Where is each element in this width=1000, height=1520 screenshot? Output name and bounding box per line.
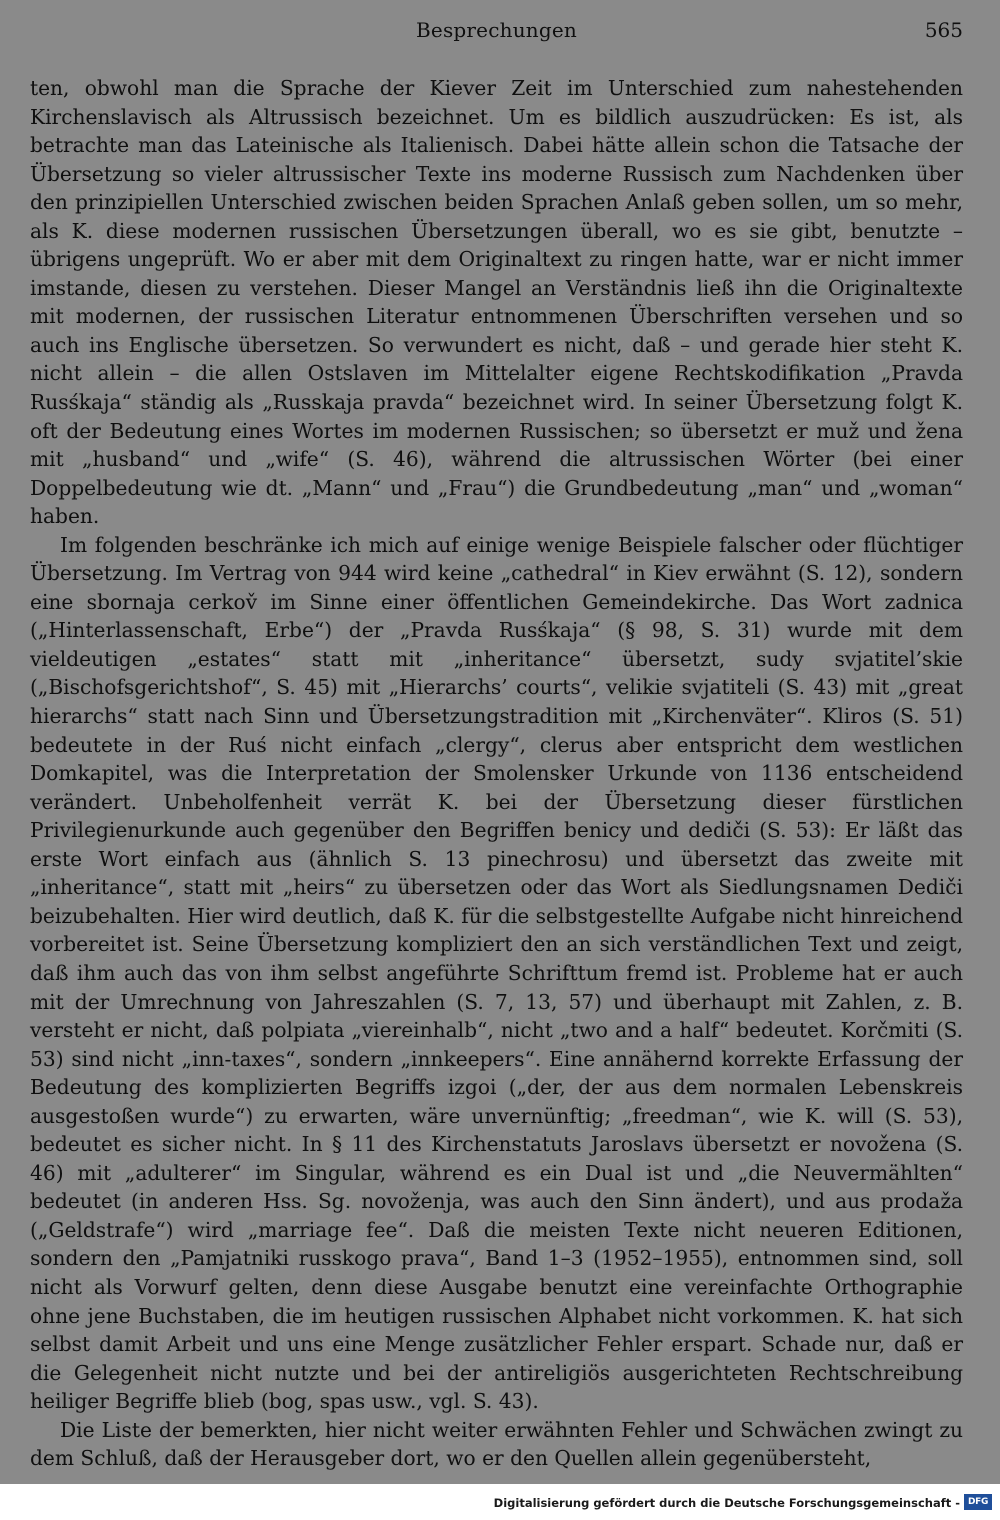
funding-credit: Digitalisierung gefördert durch die Deutsche Forschungsgemeinschaft - bbox=[493, 1496, 960, 1510]
paragraph-3: Die Liste der bemerkten, hier nicht weiter erwähnten Fehler und Schwächen zwingt zu dem Schluß, daß der Herausgeber dort, wo er den Quellen allein gegenübersteht, bbox=[30, 1417, 963, 1471]
paragraph-1: ten, obwohl man die Sprache der Kiever Zeit im Unterschied zum nahestehenden Kirchenslavisch als Altrussisch bezeichnet. Um es bildlich auszudrücken: Es ist, als betrachte man das Lateinische als Italienisch. Dabei hätte allein schon die Tatsache der Übersetzung so vieler altrussischer Texte ins moderne Russisch zum Nachdenken über den prinzipiellen Unterschied zwischen beiden Sprachen Anlaß geben sollen, um so mehr, als K. diese modernen russischen Übersetzungen überall, wo es sie gibt, benutzte – übrigens ungeprüft. Wo er aber mit dem Originaltext zu ringen hatte, war er nicht immer imstande, diesen zu verstehen. Dieser Mangel an Verständnis ließ ihn die Originaltexte mit modernen, der russischen Literatur entnommenen Überschriften versehen und so auch ins Englische übersetzen. So verwundert es nicht, daß – und gerade hier steht K. nicht allein – die allen Ostslaven im Mittelalter eigene Rechtskodifikation „Pravda Rusśkaja“ ständig als „Russkaja pravda“ bezeichnet wird. In seiner Übersetzung folgt K. oft der Bedeutung eines Wortes im modernen Russischen; so übersetzt er muž und žena mit „husband“ und „wife“ (S. 46), während die altrussischen Wörter (bei einer Doppelbedeutung wie dt. „Mann“ und „Frau“) die Grundbedeutung „man“ und „woman“ haben. bbox=[30, 76, 963, 529]
digitization-footer bbox=[0, 1484, 1000, 1520]
running-header bbox=[30, 18, 963, 48]
paragraph-2: Im folgenden beschränke ich mich auf einige wenige Beispiele falscher oder flüchtiger Übersetzung. Im Vertrag von 944 wird keine „cathedral“ in Kiev erwähnt (S. 12), sondern eine sbornaja cerkov̌ im Sinne einer öffentlichen Gemeindekirche. Das Wort zadnica („Hinterlassenschaft, Erbe“) der „Pravda Rusśkaja“ (§ 98, S. 31) wurde mit dem vieldeutigen „estates“ statt mit „inheritance“ übersetzt, sudy svjatitel’skie („Bischofsgerichtshof“, S. 45) mit „Hierarchs’ courts“, velikie svjatiteli (S. 43) mit „great hierarchs“ statt nach Sinn und Übersetzungstradition mit „Kirchenväter“. Kliros (S. 51) bedeutete in der Ruś nicht einfach „clergy“, clerus aber entspricht dem westlichen Domkapitel, was die Interpretation der Smolensker Urkunde von 1136 entscheidend verändert. Unbeholfenheit verrät K. bei der Übersetzung dieser fürstlichen Privilegienurkunde auch gegenüber den Begriffen benicy und dediči (S. 53): Er läßt das erste Wort einfach aus (ähnlich S. 13 pinechrosu) und übersetzt das zweite mit „inheritance“, statt mit „heirs“ zu übersetzen oder das Wort als Siedlungsnamen Dediči beizubehalten. Hier wird deutlich, daß K. für die selbstgestellte Aufgabe nicht hinreichend vorbereitet ist. Seine Übersetzung kompliziert den an sich verständlichen Text und zeigt, daß ihm auch das von ihm selbst angeführte Schrifttum fremd ist. Probleme hat er auch mit der Umrechnung von Jahreszahlen (S. 7, 13, 57) und überhaupt mit Zahlen, z. B. versteht er nicht, daß polpiata „viereinhalb“, nicht „two and a half“ bedeutet. Korčmiti (S. 53) sind nicht „inn-taxes“, sondern „innkeepers“. Eine annähernd korrekte Erfassung der Bedeutung des komplizierten Begriffs izgoi („der, der aus dem normalen Lebenskreis ausgestoßen wurde“) zu erwarten, wäre unvernünftig; „freedman“, wie K. will (S. 53), bedeutet es sicher nicht. In § 11 des Kirchenstatuts Jaroslavs übersetzt er novožena (S. 46) mit „adulterer“ im Singular, während es ein Dual ist und „die Neuvermählten“ bedeutet (in anderen Hss. Sg. novoženja, was auch den Sinn ändert), und aus prodaža („Geldstrafe“) wird „marriage fee“. Daß die meisten Texte nicht neueren Editionen, sondern den „Pamjatniki russkogo prava“, Band 1–3 (1952–1955), entnommen sind, soll nicht als Vorwurf gelten, denn diese Ausgabe benutzt eine vereinfachte Orthographie ohne jene Buchstaben, die im heutigen russischen Alphabet nicht vorkommen. K. hat sich selbst damit Arbeit und uns eine Menge zusätzlicher Fehler erspart. Schade nur, daß er die Gelegenheit nicht nutzte und bei der antireligiös ausgerichteten Rechtschreibung heiliger Begriffe blieb (bog, spas usw., vgl. S. 43). bbox=[30, 532, 963, 1414]
page-number: 565 bbox=[924, 18, 963, 42]
body-text bbox=[30, 74, 963, 1473]
running-title: Besprechungen bbox=[416, 18, 577, 42]
dfg-logo: DFG bbox=[964, 1494, 992, 1510]
